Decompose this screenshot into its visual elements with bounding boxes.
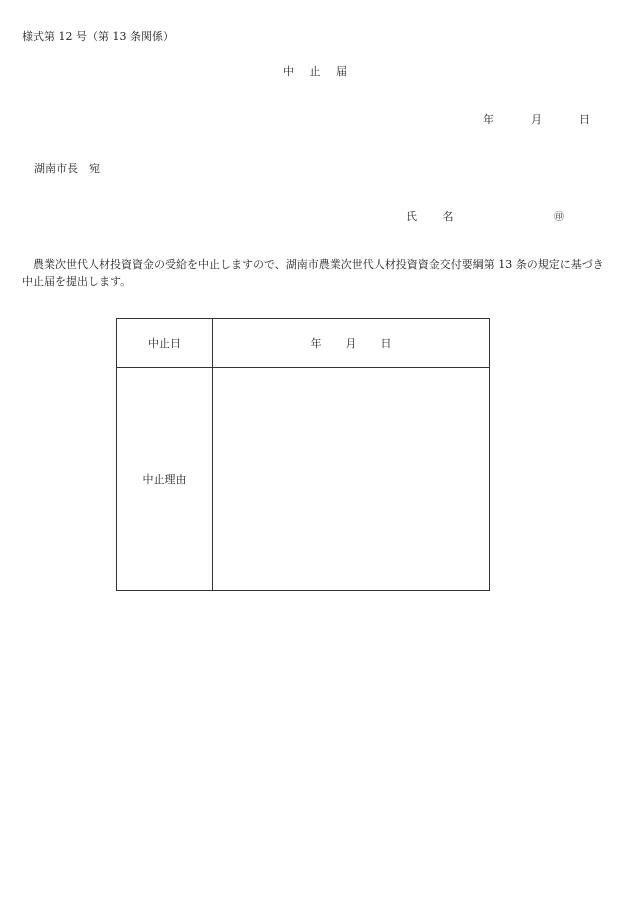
form-number: 様式第 12 号（第 13 条関係） [22, 30, 174, 43]
stop-reason-label-cell [117, 368, 212, 590]
body-text: 農業次世代人材投資資金の受給を中止しますので、湖南市農業次世代人材投資資金交付要綱第 13 条の規定に基づき中止届を提出します。 [22, 258, 604, 288]
date-day-label: 日 [579, 113, 590, 126]
stop-date-month-label: 月 [345, 337, 357, 350]
stop-date-day-label: 日 [380, 337, 392, 350]
stop-reason-field[interactable] [213, 368, 489, 590]
document-title: 中 止 届 [283, 65, 353, 78]
date-year-label: 年 [483, 113, 494, 126]
applicant-name-label: 氏 名 [406, 210, 465, 223]
stop-date-year-label: 年 [310, 337, 322, 350]
stop-date-label: 中止日 [148, 337, 181, 350]
stop-reason-label: 中止理由 [142, 473, 187, 486]
stop-notice-table [116, 318, 490, 591]
addressee: 湖南市長 宛 [34, 162, 100, 175]
stop-date-value-cell[interactable] [213, 319, 489, 367]
date-month-label: 月 [531, 113, 542, 126]
stop-date-label-cell [117, 319, 212, 367]
seal-mark-icon: ㊞ [554, 212, 564, 223]
